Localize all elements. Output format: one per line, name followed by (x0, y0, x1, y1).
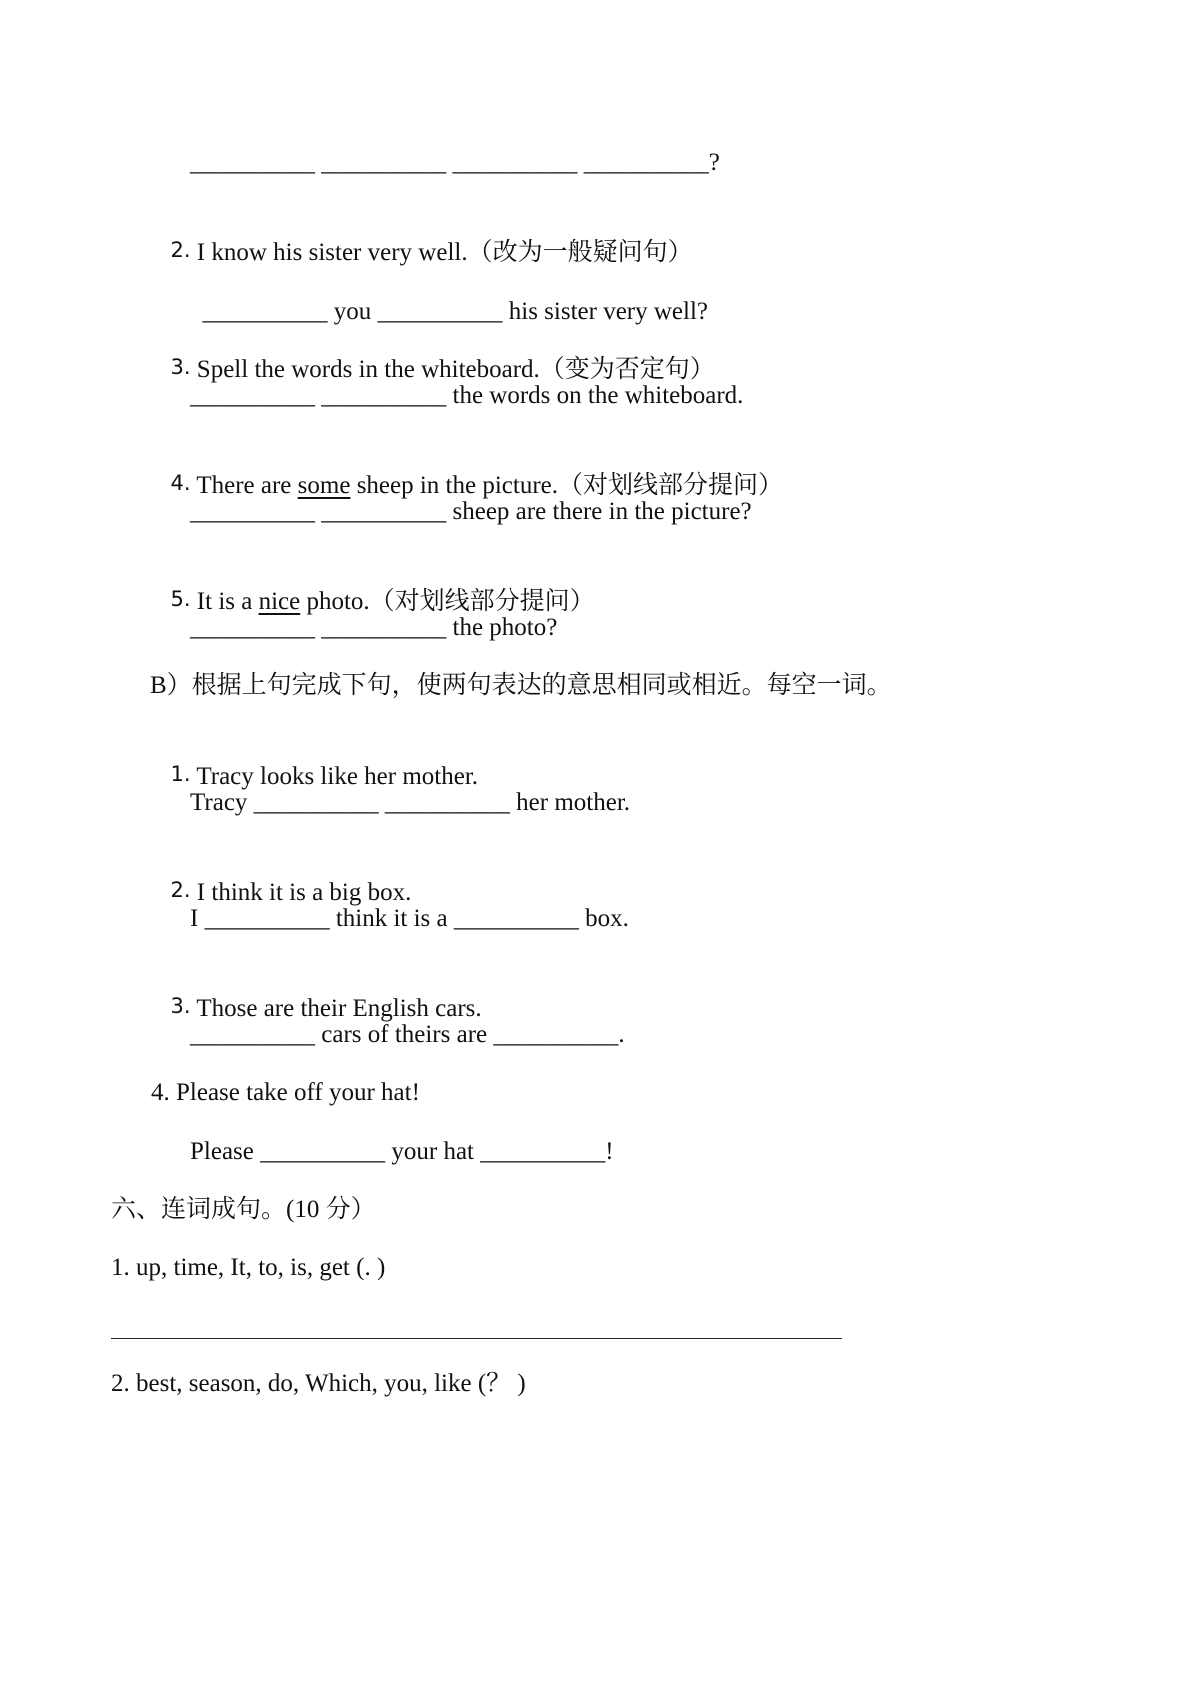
question-2 (158, 205, 693, 269)
answer-line-q3: __________ __________ the words on the whiteboard. (190, 382, 744, 409)
blank[interactable]: __________ (202, 298, 328, 325)
question-text: I think it is a big box. (190, 879, 412, 906)
answer-rule[interactable] (111, 1338, 842, 1339)
question-text: Those are their English cars. (190, 995, 482, 1022)
answer-line-q5: __________ __________ the photo? (190, 614, 558, 641)
answer-text: his sister very well? (502, 298, 709, 325)
underlined-word: some (297, 472, 351, 499)
b-question-2 (158, 845, 411, 909)
answer-line-q4: __________ __________ sheep are there in the picture? (190, 498, 752, 525)
question-5 (158, 554, 595, 618)
question-text: Spell the words in the whiteboard.（变为否定句） (190, 356, 715, 383)
b-answer-3: __________ cars of theirs are __________. (190, 1021, 625, 1048)
b-answer-4: Please __________ your hat __________! (190, 1138, 614, 1165)
question-text: I know his sister very well.（改为一般疑问句） (190, 239, 693, 266)
question-number: 1. (170, 762, 191, 786)
answer-text: you (327, 298, 378, 325)
b-answer-1: Tracy __________ __________ her mother. (190, 789, 631, 816)
question-text: There are (190, 472, 298, 499)
question-number: 2. (170, 878, 191, 902)
b-answer-2: I __________ think it is a __________ box. (190, 905, 629, 932)
question-number: 2. (170, 238, 191, 262)
sentence-1: 1. up, time, It, to, is, get (. ) (111, 1254, 386, 1281)
question-text: Tracy looks like her mother. (190, 763, 479, 790)
underlined-word: nice (258, 588, 301, 615)
question-number: 4. (170, 471, 191, 495)
b-question-1 (158, 729, 478, 793)
b-question-4: 4. Please take off your hat! (151, 1079, 420, 1106)
answer-line-q1: __________ __________ __________ __________? (190, 149, 720, 176)
blank[interactable]: __________ (377, 298, 503, 325)
question-text: sheep in the picture.（对划线部分提问） (350, 472, 784, 499)
question-text: It is a (190, 588, 259, 615)
question-number: 3. (170, 355, 191, 379)
sentence-2: 2. best, season, do, Which, you, like (？ ) (111, 1370, 526, 1397)
answer-line-q2 (190, 264, 708, 328)
question-number: 5. (170, 587, 191, 611)
section-b-heading: B）根据上句完成下句，使两句表达的意思相同或相近。每空一词。 (150, 672, 892, 699)
question-text: photo.（对划线部分提问） (300, 588, 595, 615)
question-number: 3. (170, 994, 191, 1018)
b-question-3 (158, 961, 482, 1025)
question-4 (158, 438, 783, 502)
section-6-heading: 六、连词成句。(10 分） (111, 1196, 376, 1223)
question-3 (158, 322, 715, 386)
